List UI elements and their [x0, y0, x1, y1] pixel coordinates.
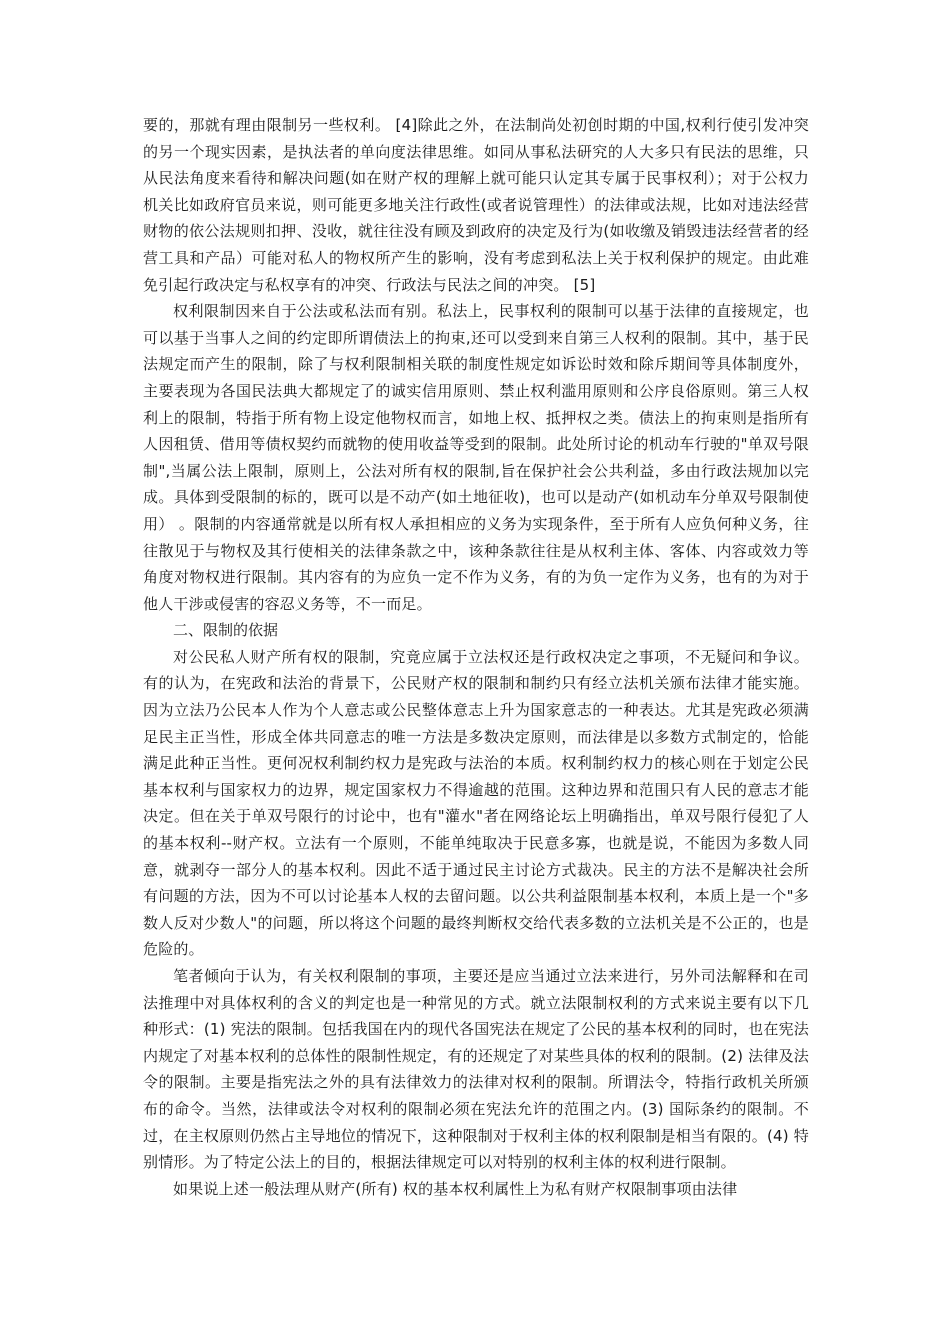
- document-page: [143, 112, 809, 1202]
- section-heading: 二、限制的依据: [173, 621, 279, 640]
- paragraph-3: 对公民私人财产所有权的限制，究竟应属于立法权还是行政权决定之事项，不无疑问和争议。有的认为，在宪政和法治的背景下，公民财产权的限制和制约只有经立法机关颁布法律才能实施。因为立法乃公民本人作为个人意志或公民整体意志上升为国家意志的一种表达。尤其是宪政必须满足民主正当性，形成全体共同意志的唯一方法是多数决定原则，而法律是以多数方式制定的，恰能满足此种正当性。更何况权利制约权力是宪政与法治的本质。权利制约权力的核心则在于划定公民基本权利与国家权力的边界，规定国家权力不得逾越的范围。这种边界和范围只有人民的意志才能决定。但在关于单双号限行的讨论中，也有"灌水"者在网络论坛上明确指出，单双号限行侵犯了人的基本权利--财产权。立法有一个原则，不能单纯取决于民意多寡，也就是说，不能因为多数人同意，就剥夺一部分人的基本权利。因此不适于通过民主讨论方式裁决。民主的方法不是解决社会所有问题的方法，因为不可以讨论基本人权的去留问题。以公共利益限制基本权利，本质上是一个"多数人反对少数人"的问题，所以将这个问题的最终判断权交给代表多数的立法机关是不公正的，也是危险的。: [143, 647, 809, 959]
- paragraph-4: 笔者倾向于认为，有关权利限制的事项，主要还是应当通过立法来进行，另外司法解释和在司法推理中对具体权利的含义的判定也是一种常见的方式。就立法限制权利的方式来说主要有以下几种形式：(1) 宪法的限制。包括我国在内的现代各国宪法在规定了公民的基本权利的同时，也在宪法内规定了对基本权利的总体性的限制性规定，有的还规定了对某些具体的权利的限制。(2) 法律及法令的限制。主要是指宪法之外的具有法律效力的法律对权利的限制。所谓法令，特指行政机关所颁布的命令。当然，法律或法令对权利的限制必须在宪法允许的范围之内。(3) 国际条约的限制。不过，在主权原则仍然占主导地位的情况下，这种限制对于权利主体的权利限制是相当有限的。(4) 特别情形。为了特定公法上的目的，根据法律规定可以对特别的权利主体的权利进行限制。: [143, 967, 809, 1172]
- paragraph-2: 权利限制因来自于公法或私法而有别。私法上，民事权利的限制可以基于法律的直接规定，也可以基于当事人之间的约定即所谓债法上的拘束,还可以受到来自第三人权利的限制。其中，基于民法规定而产生的限制，除了与权利限制相关联的制度性规定如诉讼时效和除斥期间等具体制度外，主要表现为各国民法典大都规定了的诚实信用原则、禁止权利滥用原则和公序良俗原则。第三人权利上的限制，特指于所有物上设定他物权而言，如地上权、抵押权之类。债法上的拘束则是指所有人因租赁、借用等债权契约而就物的使用收益等受到的限制。此处所讨论的机动车行驶的"单双号限制",当属公法上限制，原则上，公法对所有权的限制,旨在保护社会公共利益，多由行政法规加以完成。具体到受限制的标的，既可以是不动产(如土地征收)，也可以是动产(如机动车分单双号限制使用） 。限制的内容通常就是以所有权人承担相应的义务为实现条件，至于所有人应负何种义务，往往散见于与物权及其行使相关的法律条款之中，该种条款往往是从权利主体、客体、内容或效力等角度对物权进行限制。其内容有的为应负一定不作为义务，有的为负一定作为义务，也有的为对于他人干涉或侵害的容忍义务等，不一而足。: [143, 302, 809, 613]
- paragraph-5: 如果说上述一般法理从财产(所有) 权的基本权利属性上为私有财产权限制事项由法律: [173, 1179, 738, 1198]
- paragraph-1: 要的，那就有理由限制另一些权利。 [4]除此之外，在法制尚处初创时期的中国,权利行使引发冲突的另一个现实因素，是执法者的单向度法律思维。如同从事私法研究的人大多只有民法的思维，只从民法角度来看待和解决问题(如在财产权的理解上就可能只认定其专属于民事权利）；对于公权力机关比如政府官员来说，则可能更多地关注行政性(或者说管理性）的法律或法规，比如对违法经营财物的依公法规则扣押、没收，就往往没有顾及到政府的决定及行为(如收缴及销毁违法经营者的经营工具和产品）可能对私人的物权所产生的影响，没有考虑到私法上关于权利保护的规定。由此难免引起行政决定与私权享有的冲突、行政法与民法之间的冲突。 [5]: [143, 116, 809, 294]
